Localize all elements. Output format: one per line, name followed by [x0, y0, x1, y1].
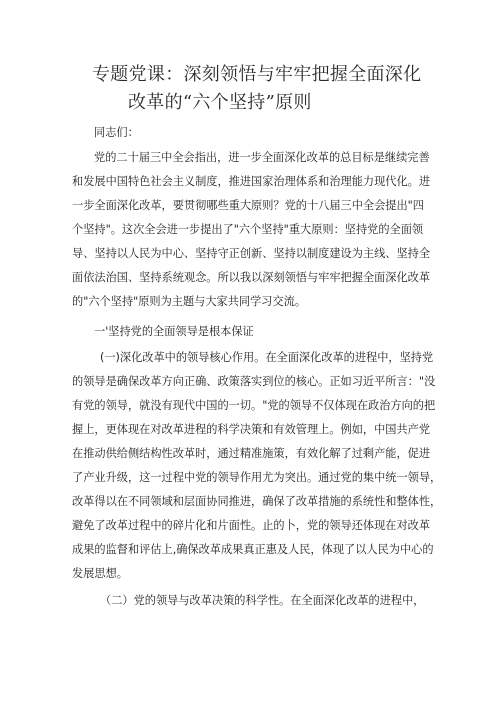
- paragraph-line: 握上，更体现在对改革进程的科学决策和有效管理上。例如，中国共产党: [72, 423, 431, 436]
- paragraph-line: 党的二十届三中全会指出，进一步全面深化改革的总目标是继续完善: [94, 151, 430, 164]
- paragraph-line: 的领导是确保改革方向正确、政策落实到位的核心。正如习近平所言："没: [72, 375, 436, 388]
- paragraph-line: 个坚持"。这次全会进一步提出了"六个坚持"重大原则：坚持党的全面领: [72, 223, 424, 236]
- paragraph-line: 有党的领导，就没有现代中国的一切。"党的领导不仅体现在政治方向的把: [72, 399, 436, 412]
- paragraph-line: 一步全面深化改革，要贯彻哪些重大原则？党的十八届三中全会提出"四: [72, 199, 424, 212]
- paragraph-line: 的"六个坚持"原则为主题与大家共同学习交流。: [72, 295, 307, 308]
- paragraph-line: 了产业升级，这一过程中党的领导作用尤为突出。通过党的集中统一领导，: [72, 471, 442, 484]
- paragraph-line: 改革得以在不同领域和层面协同推进，确保了改革措施的系统性和整体性，: [72, 495, 442, 508]
- paragraph-line: 导、坚持以人民为中心、坚持守正创新、坚持以制度建设为主线、坚持全: [72, 247, 431, 260]
- paragraph-line: 发展思想。: [72, 567, 128, 580]
- paragraph-line: 和发展中国特色社会主义制度，推进国家治理体系和治理能力现代化。进: [72, 175, 431, 188]
- paragraph-line: 成果的监督和评估上,确保改革成果真正惠及人民，体现了以人民为中心的: [72, 543, 434, 556]
- paragraph-line: (一)深化改革中的领导核心作用。在全面深化改革的进程中，坚持党: [100, 351, 434, 364]
- document-title-line-2: 改革的“六个坚持”原则: [128, 92, 312, 113]
- section-heading: 一'坚持党的全面领导是根本保证: [94, 325, 254, 338]
- paragraph-line: 避免了改革过程中的碎片化和片面性。止的卜，党的领导还体现在对改革: [72, 519, 431, 532]
- salutation: 同志们：: [94, 126, 139, 139]
- paragraph-line: 面依法治国、坚持系统观念。所以我以深刻领悟与牢牢把握全面深化改革: [72, 271, 431, 284]
- paragraph-line: （二）党的领导与改革决策的科学性。在全面深化改革的进程中，: [100, 594, 425, 607]
- document-title-line-1: 专题党课：深刻领悟与牢牢把握全面深化: [92, 64, 422, 85]
- paragraph-line: 在推动供给侧结构性改革时，通过精准施策，有效化解了过剩产能，促进: [72, 447, 431, 460]
